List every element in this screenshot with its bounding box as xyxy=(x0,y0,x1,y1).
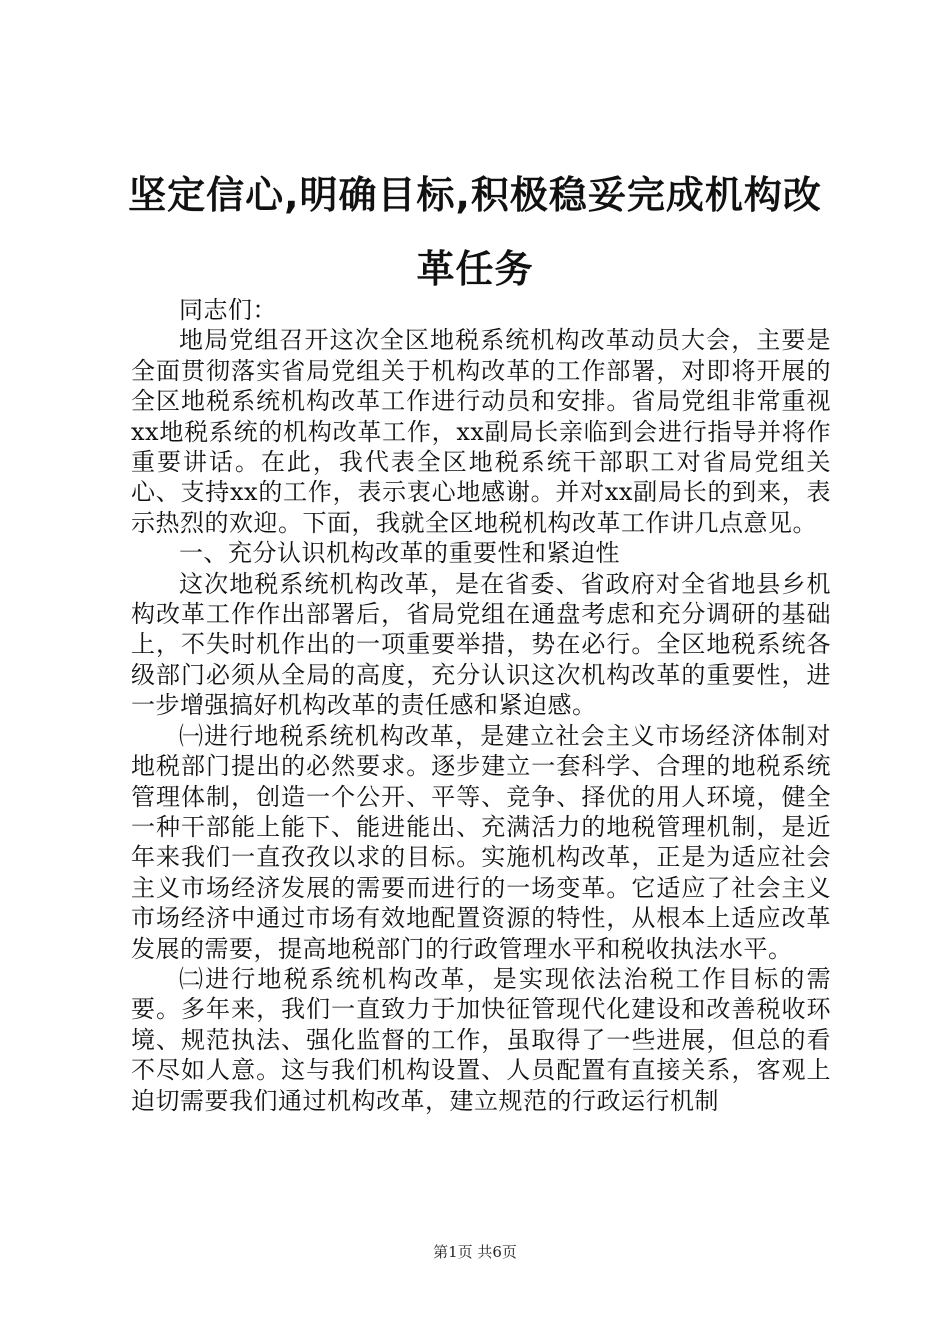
body-paragraph: 这次地税系统机构改革，是在省委、省政府对全省地县乡机构改革工作作出部署后，省局党组在通盘考虑和充分调研的基础上，不失时机作出的一项重要举措，势在必行。全区地税系统各级部门必须从全局的高度，充分认识这次机构改革的重要性，进一步增强搞好机构改革的责任感和紧迫感。 xyxy=(131,569,831,720)
salutation-paragraph: 同志们： xyxy=(179,296,277,324)
document-body xyxy=(131,295,831,1116)
page-number: 第1页 共6页 xyxy=(433,1243,517,1261)
intro-paragraph: 地局党组召开这次全区地税系统机构改革动员大会，主要是全面贯彻落实省局党组关于机构改革的工作部署，对即将开展的全区地税系统机构改革工作进行动员和安排。省局党组非常重视xx地税系统的机构改革工作，xx副局长亲临到会进行指导并将作重要讲话。在此，我代表全区地税系统干部职工对省局党组关心、支持xx的工作，表示衷心地感谢。并对xx副局长的到来，表示热烈的欢迎。下面，我就全区地税机构改革工作讲几点意见。 xyxy=(131,326,831,537)
body-paragraph: ㈠进行地税系统机构改革，是建立社会主义市场经济体制对地税部门提出的必然要求。逐步建立一套科学、合理的地税系统管理体制，创造一个公开、平等、竞争、择优的用人环境，健全一种干部能上能下、能进能出、充满活力的地税管理机制，是近年来我们一直孜孜以求的目标。实施机构改革，正是为适应社会主义市场经济发展的需要而进行的一场变革。它适应了社会主义市场经济中通过市场有效地配置资源的特性，从根本上适应改革发展的需要，提高地税部门的行政管理水平和税收执法水平。 xyxy=(131,721,831,963)
section-heading: 一、充分认识机构改革的重要性和紧迫性 xyxy=(179,539,620,568)
body-paragraph: ㈡进行地税系统机构改革，是实现依法治税工作目标的需要。多年来，我们一直致力于加快征管现代化建设和改善税收环境、规范执法、强化监督的工作，虽取得了一些进展，但总的看不尽如人意。这与我们机构设置、人员配置有直接关系，客观上迫切需要我们通过机构改革，建立规范的行政运行机制 xyxy=(131,964,831,1115)
document-title: 坚定信心,明确目标,积极稳妥完成机构改革任务 xyxy=(128,173,822,291)
